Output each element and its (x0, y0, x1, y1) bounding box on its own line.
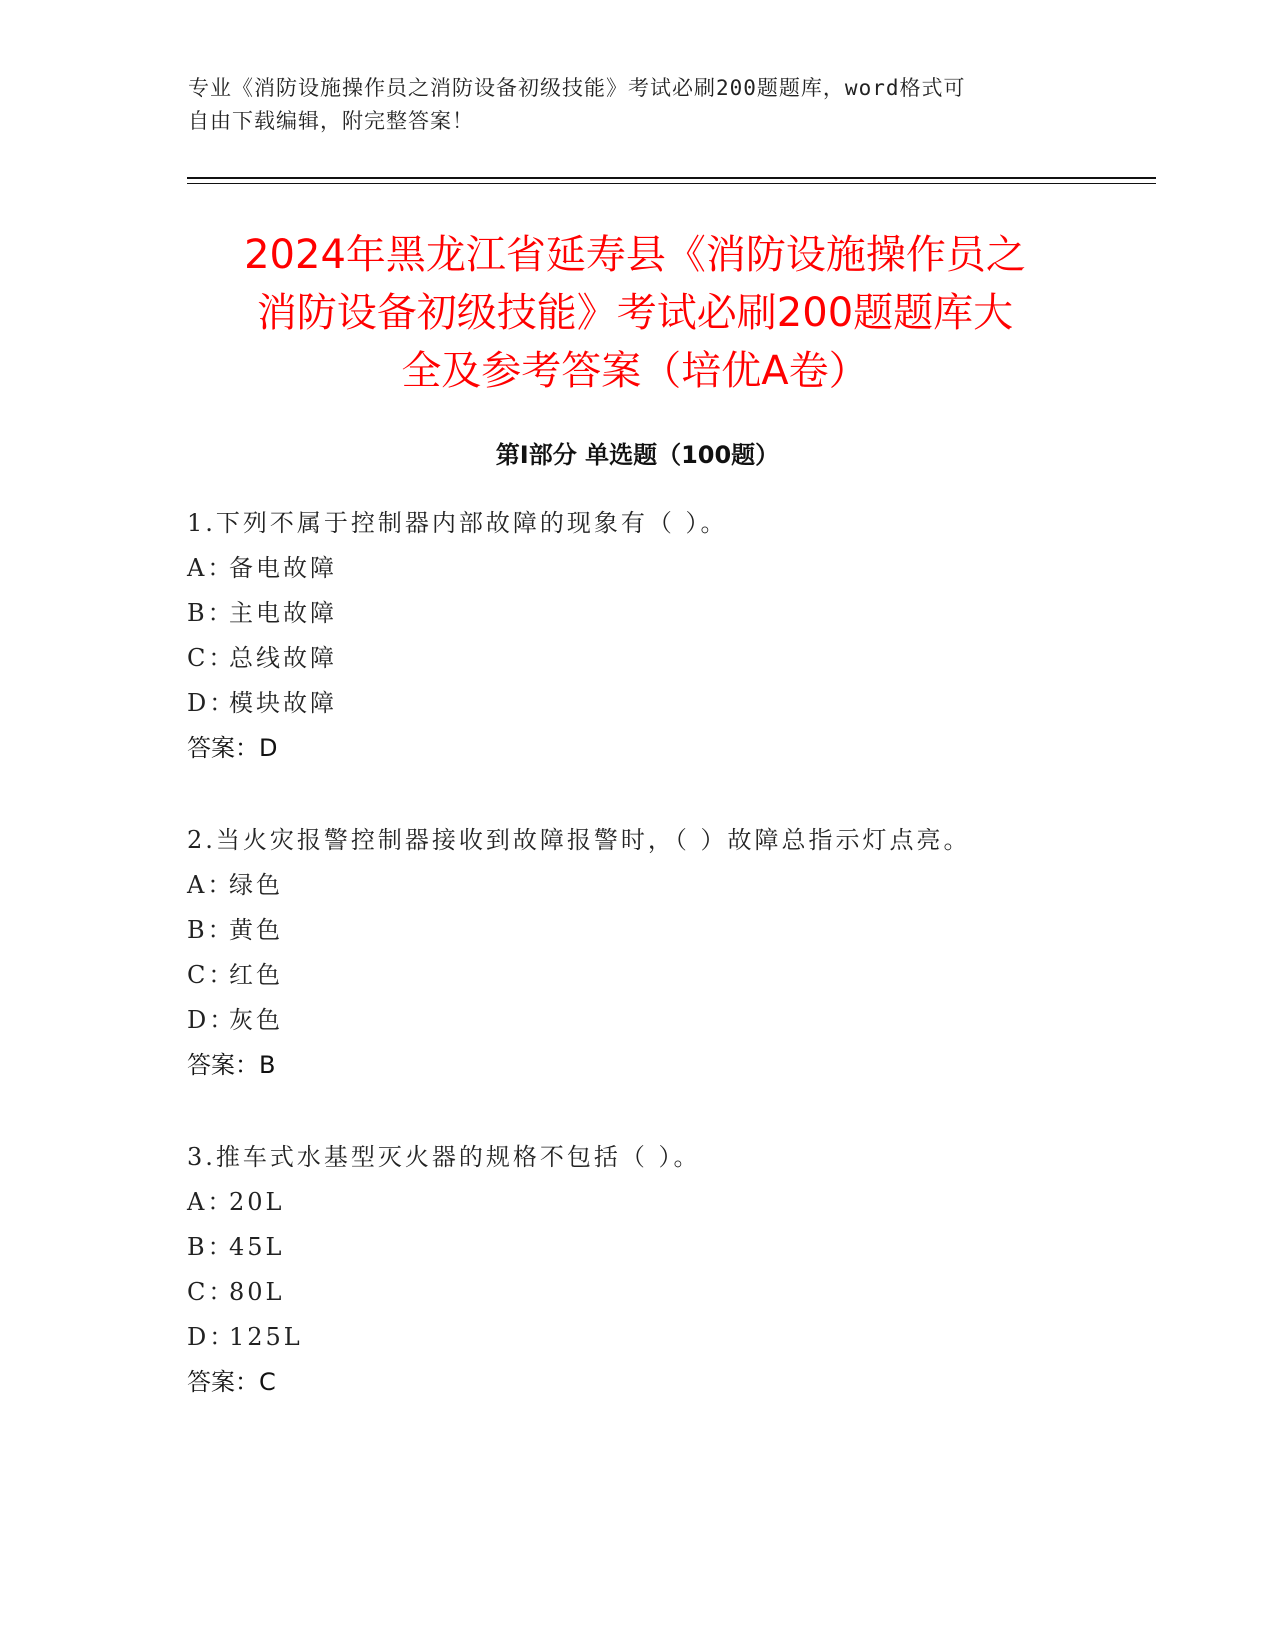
option-text: 总线故障 (229, 644, 337, 672)
option-c (187, 1270, 1087, 1315)
option-a (187, 546, 1087, 591)
question-2 (187, 818, 1087, 1088)
option-key: A： (187, 1188, 235, 1216)
option-text: 备电故障 (229, 554, 337, 582)
option-text: 绿色 (229, 871, 283, 899)
option-b (187, 591, 1087, 636)
option-key: B： (187, 599, 235, 627)
option-key: D： (187, 1006, 237, 1034)
option-text: 125L (229, 1323, 303, 1351)
option-text: 80L (229, 1278, 285, 1306)
answer-line: 答案：C (187, 1368, 276, 1396)
answer-line: 答案：B (187, 1051, 276, 1079)
section-heading: 第Ⅰ部分 单选题（100题） (495, 441, 780, 469)
question-1 (187, 501, 1087, 771)
option-b (187, 908, 1087, 953)
option-key: B： (187, 1233, 235, 1261)
option-key: A： (187, 871, 235, 899)
header-divider-thin (187, 183, 1156, 184)
option-a (187, 863, 1087, 908)
option-text: 黄色 (229, 916, 283, 944)
document-title (170, 226, 1100, 400)
intro-paragraph (188, 72, 1088, 138)
option-key: D： (187, 1323, 237, 1351)
option-key: D： (187, 689, 237, 717)
option-b (187, 1225, 1087, 1270)
option-text: 红色 (229, 961, 283, 989)
option-key: C： (187, 644, 236, 672)
answer-line: 答案：D (187, 734, 278, 762)
option-text: 灰色 (229, 1006, 283, 1034)
title-line-1: 2024年黑龙江省延寿县《消防设施操作员之 (244, 232, 1026, 278)
header-divider-thick (187, 177, 1156, 179)
option-key: A： (187, 554, 235, 582)
question-3 (187, 1135, 1087, 1405)
option-text: 45L (229, 1233, 285, 1261)
question-stem: 2.当火灾报警控制器接收到故障报警时，（ ）故障总指示灯点亮。 (187, 826, 971, 854)
intro-line-2: 自由下载编辑，附完整答案！ (188, 109, 474, 133)
option-text: 主电故障 (229, 599, 337, 627)
option-a (187, 1180, 1087, 1225)
option-d (187, 681, 1087, 726)
option-text: 20L (229, 1188, 285, 1216)
option-c (187, 636, 1087, 681)
option-key: B： (187, 916, 235, 944)
option-key: C： (187, 1278, 236, 1306)
question-stem: 3.推车式水基型灭火器的规格不包括（ ）。 (187, 1143, 701, 1171)
intro-line-1: 专业《消防设施操作员之消防设备初级技能》考试必刷200题题库，word格式可 (188, 76, 966, 100)
question-stem: 1.下列不属于控制器内部故障的现象有（ ）。 (187, 509, 728, 537)
option-c (187, 953, 1087, 998)
option-d (187, 1315, 1087, 1360)
option-text: 模块故障 (229, 689, 337, 717)
title-line-3: 全及参考答案（培优A卷） (401, 348, 869, 394)
option-key: C： (187, 961, 236, 989)
title-line-2: 消防设备初级技能》考试必刷200题题库大 (256, 290, 1014, 336)
option-d (187, 998, 1087, 1043)
